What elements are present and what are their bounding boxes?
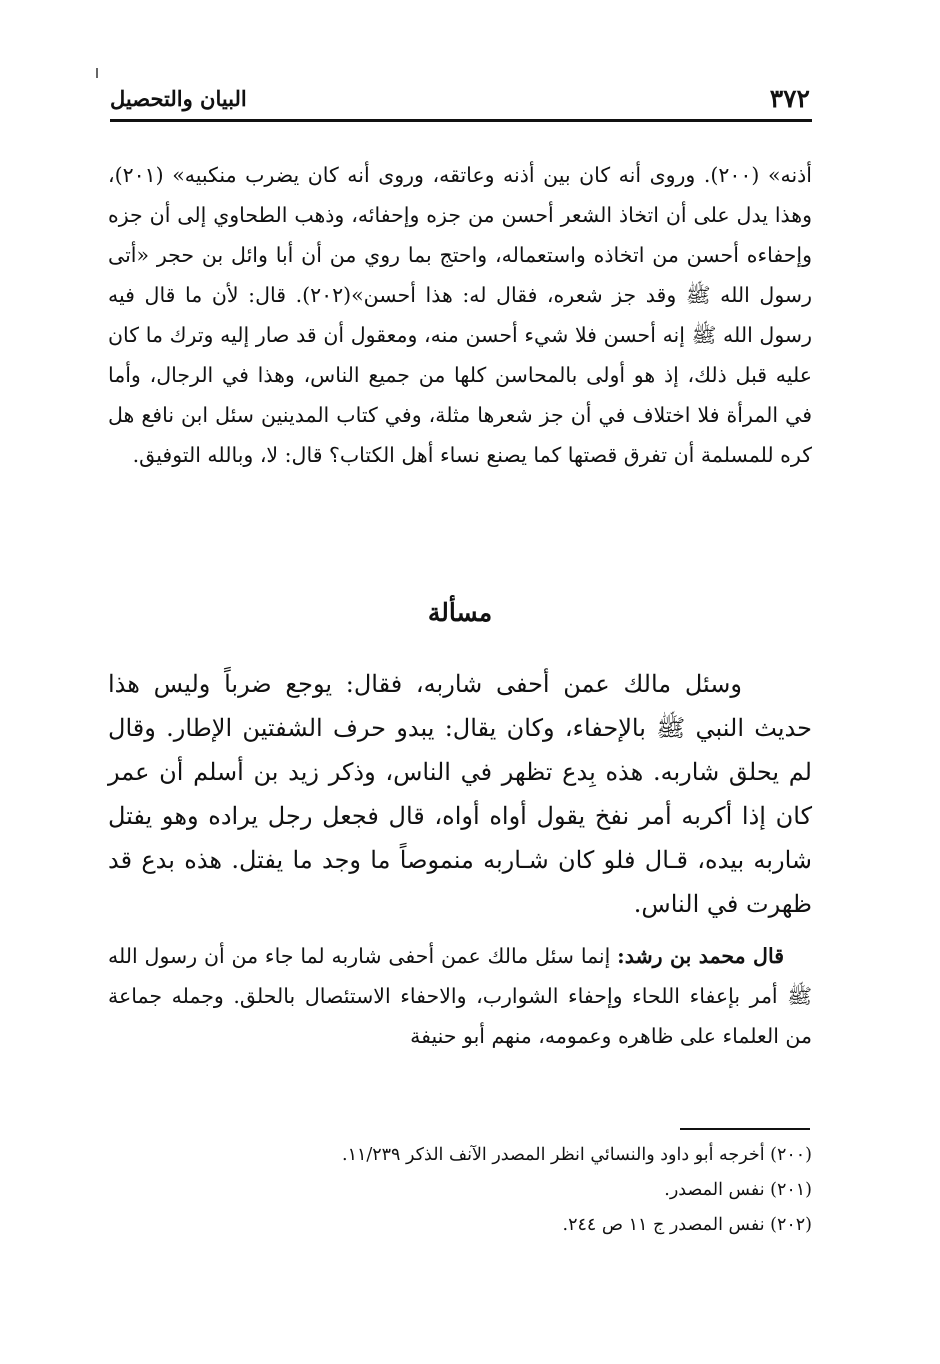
- footnotes: [108, 1138, 812, 1243]
- running-title: البيان والتحصيل: [110, 86, 247, 111]
- body-paragraph-2: [108, 662, 812, 926]
- paragraph-text: [108, 936, 812, 1056]
- body-paragraph-1: [108, 155, 812, 475]
- page-header: [110, 82, 810, 118]
- footnote-rule: [680, 1128, 810, 1130]
- footnote: (٢٠١) نفس المصدر.: [664, 1180, 812, 1200]
- header-rule: [110, 119, 812, 122]
- body-paragraph-3: [108, 936, 812, 1056]
- footnote: (٢٠٠) أخرجه أبو داود والنسائي انظر المصدر الآنف الذكر ١١/٢٣٩.: [341, 1145, 812, 1165]
- scan-mark: [96, 68, 98, 78]
- paragraph-text: وسئل مالك عمن أحفى شاربه، فقال: يوجع ضرباً وليس هذا حديث النبي ﷺ بالإحفاء، وكان يقال: يبدو حرف الشفتين الإطار. وقال لم يحلق شاربه. هذه بِدع تظهر في الناس، وذكر زيد بن أسلم أن عمر كان إذا أكربه أمر نفخ يقول أواه أواه، قال فجعل رجل يراده وهو يفتل شاربه بيده، قـال فلو كان شـاربه منموصاً ما وجد ما يفتل. هذه بدع قد ظهرت في الناس.: [108, 670, 812, 918]
- speaker-label: قال محمد بن رشد:: [617, 944, 784, 968]
- section-heading: مسألة: [427, 598, 493, 627]
- paragraph-body: إنما سئل مالك عمن أحفى شاربه لما جاء من أن رسول الله ﷺ أمر بإعفاء اللحاء وإحفاء الشوارب، والاحفاء الاستئصال بالحلق. وجمله جماعة من العلماء على ظاهره وعمومه، منهم أبو حنيفة: [108, 944, 812, 1048]
- page-number: ٣٧٢: [769, 84, 810, 113]
- footnote: (٢٠٢) نفس المصدر ج ١١ ص ٢٤٤.: [562, 1215, 812, 1235]
- paragraph-text: أذنه» (٢٠٠). وروى أنه كان بين أذنه وعاتقه، وروى أنه كان يضرب منكبيه» (٢٠١)، وهذا يدل على أن اتخاذ الشعر أحسن من جزه وإحفائه، وذهب الطحاوي إلى أن جزه وإحفاءه أحسن من اتخاذه واستعماله، واحتج بما روي من أن أبا وائل بن حجر «أتى رسول الله ﷺ وقد جز شعره، فقال له: هذا أحسن»(٢٠٢). قال: لأن ما قال فيه رسول الله ﷺ إنه أحسن فلا شيء أحسن منه، ومعقول أن قد صار إليه وترك ما كان عليه قبل ذلك، إذ هو أولى بالمحاسن كلها من جميع الناس، وهذا في الرجال، وأما في المرأة فلا اختلاف في أن جز شعرها مثلة، وفي كتاب المدينين سئل ابن نافع هل كره للمسلمة أن تفرق قصتها كما يصنع نساء أهل الكتاب؟ قال: لا، وبالله التوفيق.: [108, 163, 813, 467]
